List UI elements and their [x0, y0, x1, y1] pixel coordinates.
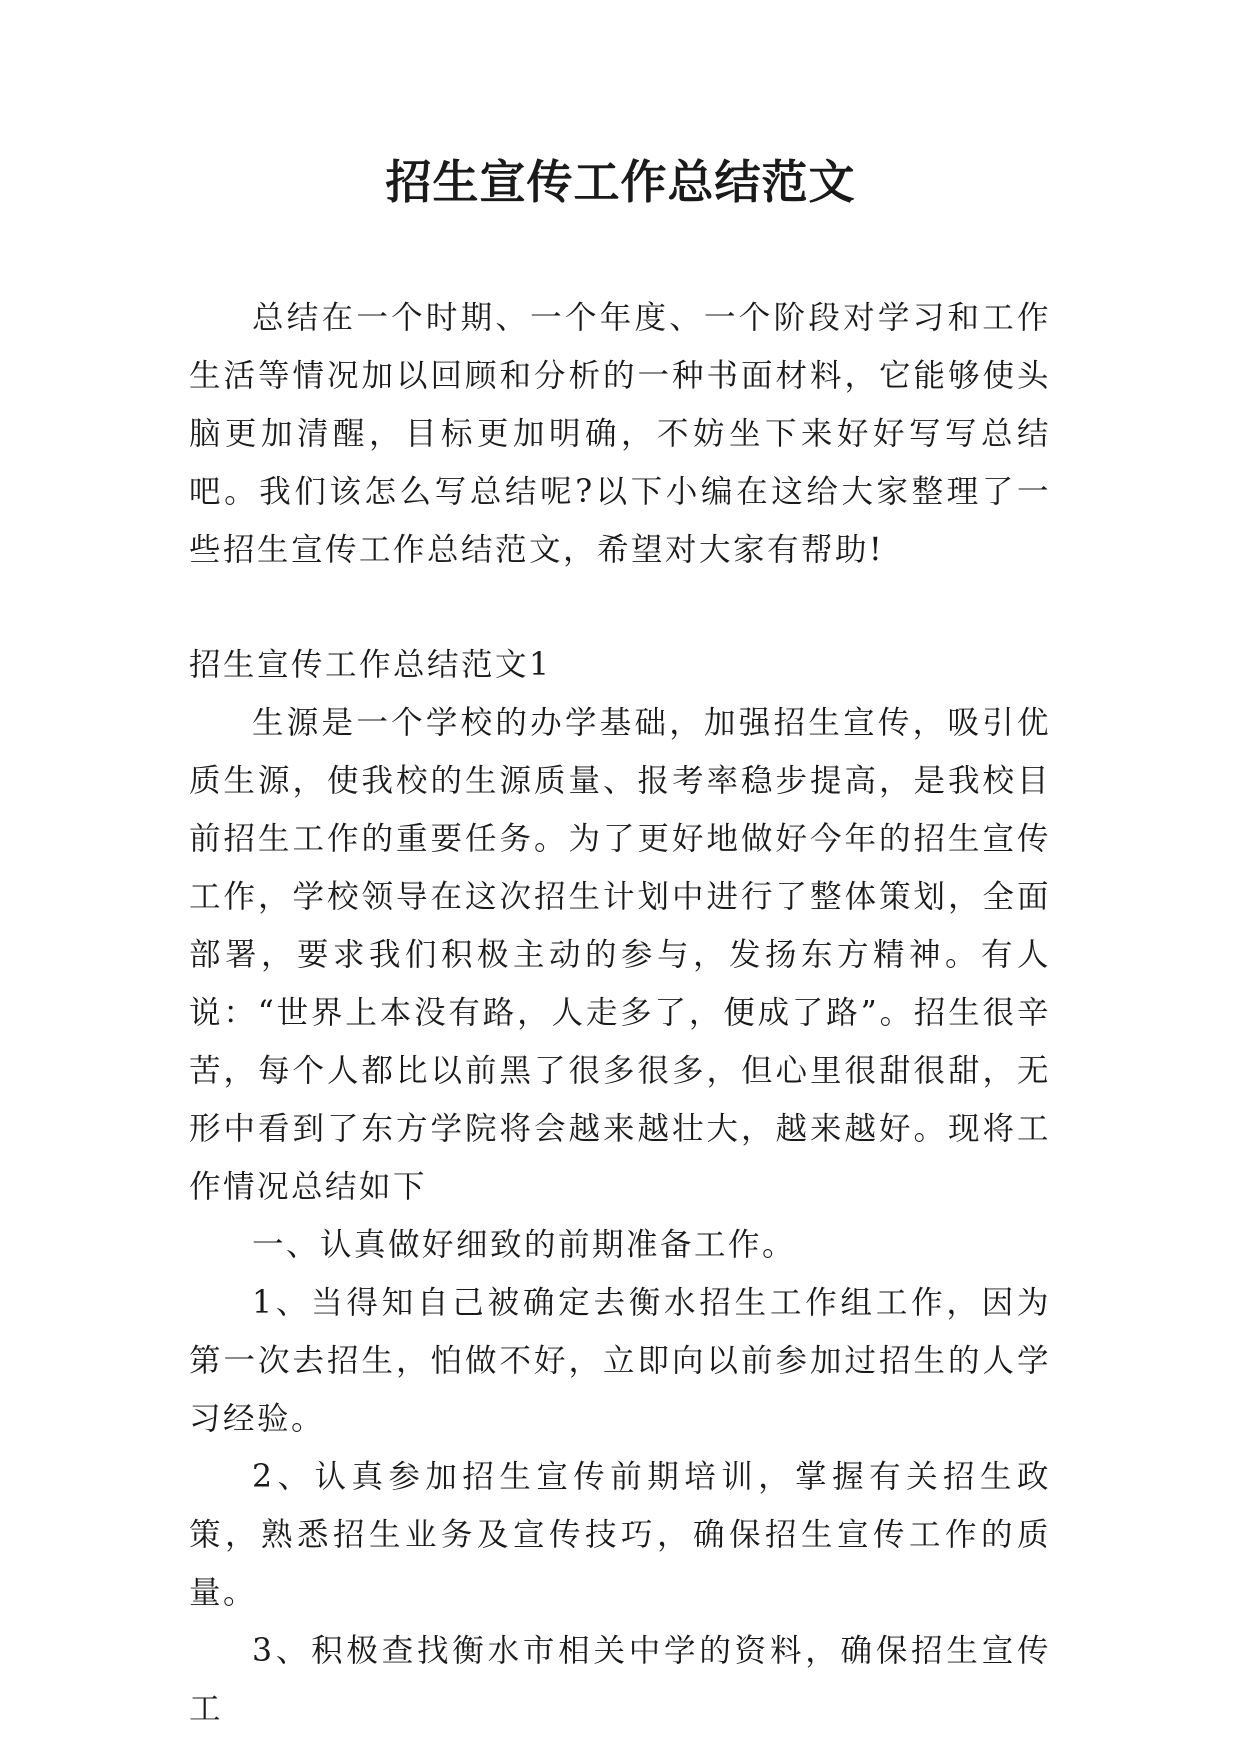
- intro-block: [189, 289, 1051, 579]
- section-1: [189, 636, 1051, 1738]
- body-paragraph: 3、积极查找衡水市相关中学的资料，确保招生宣传工: [189, 1633, 1051, 1727]
- body-paragraph: 2、认真参加招生宣传前期培训，掌握有关招生政策，熟悉招生业务及宣传技巧，确保招生宣传工作的质量。: [189, 1459, 1051, 1611]
- body-paragraph: 一、认真做好细致的前期准备工作。: [252, 1227, 797, 1263]
- intro-paragraph: 总结在一个时期、一个年度、一个阶段对学习和工作生活等情况加以回顾和分析的一种书面材料，它能够使头脑更加清醒，目标更加明确，不妨坐下来好好写写总结吧。我们该怎么写总结呢?以下小编在这给大家整理了一些招生宣传工作总结范文，希望对大家有帮助!: [189, 300, 1051, 568]
- section-heading: 招生宣传工作总结范文1: [189, 647, 552, 683]
- body-paragraph: 1、当得知自己被确定去衡水招生工作组工作，因为第一次去招生，怕做不好，立即向以前参加过招生的人学习经验。: [189, 1285, 1051, 1437]
- body-paragraph: 生源是一个学校的办学基础，加强招生宣传，吸引优质生源，使我校的生源质量、报考率稳步提高，是我校目前招生工作的重要任务。为了更好地做好今年的招生宣传工作，学校领导在这次招生计划中进行了整体策划，全面部署，要求我们积极主动的参与，发扬东方精神。有人说：“世界上本没有路，人走多了，便成了路”。招生很辛苦，每个人都比以前黑了很多很多，但心里很甜很甜，无形中看到了东方学院将会越来越壮大，越来越好。现将工作情况总结如下: [189, 705, 1051, 1205]
- document-title: 招生宣传工作总结范文: [385, 155, 856, 209]
